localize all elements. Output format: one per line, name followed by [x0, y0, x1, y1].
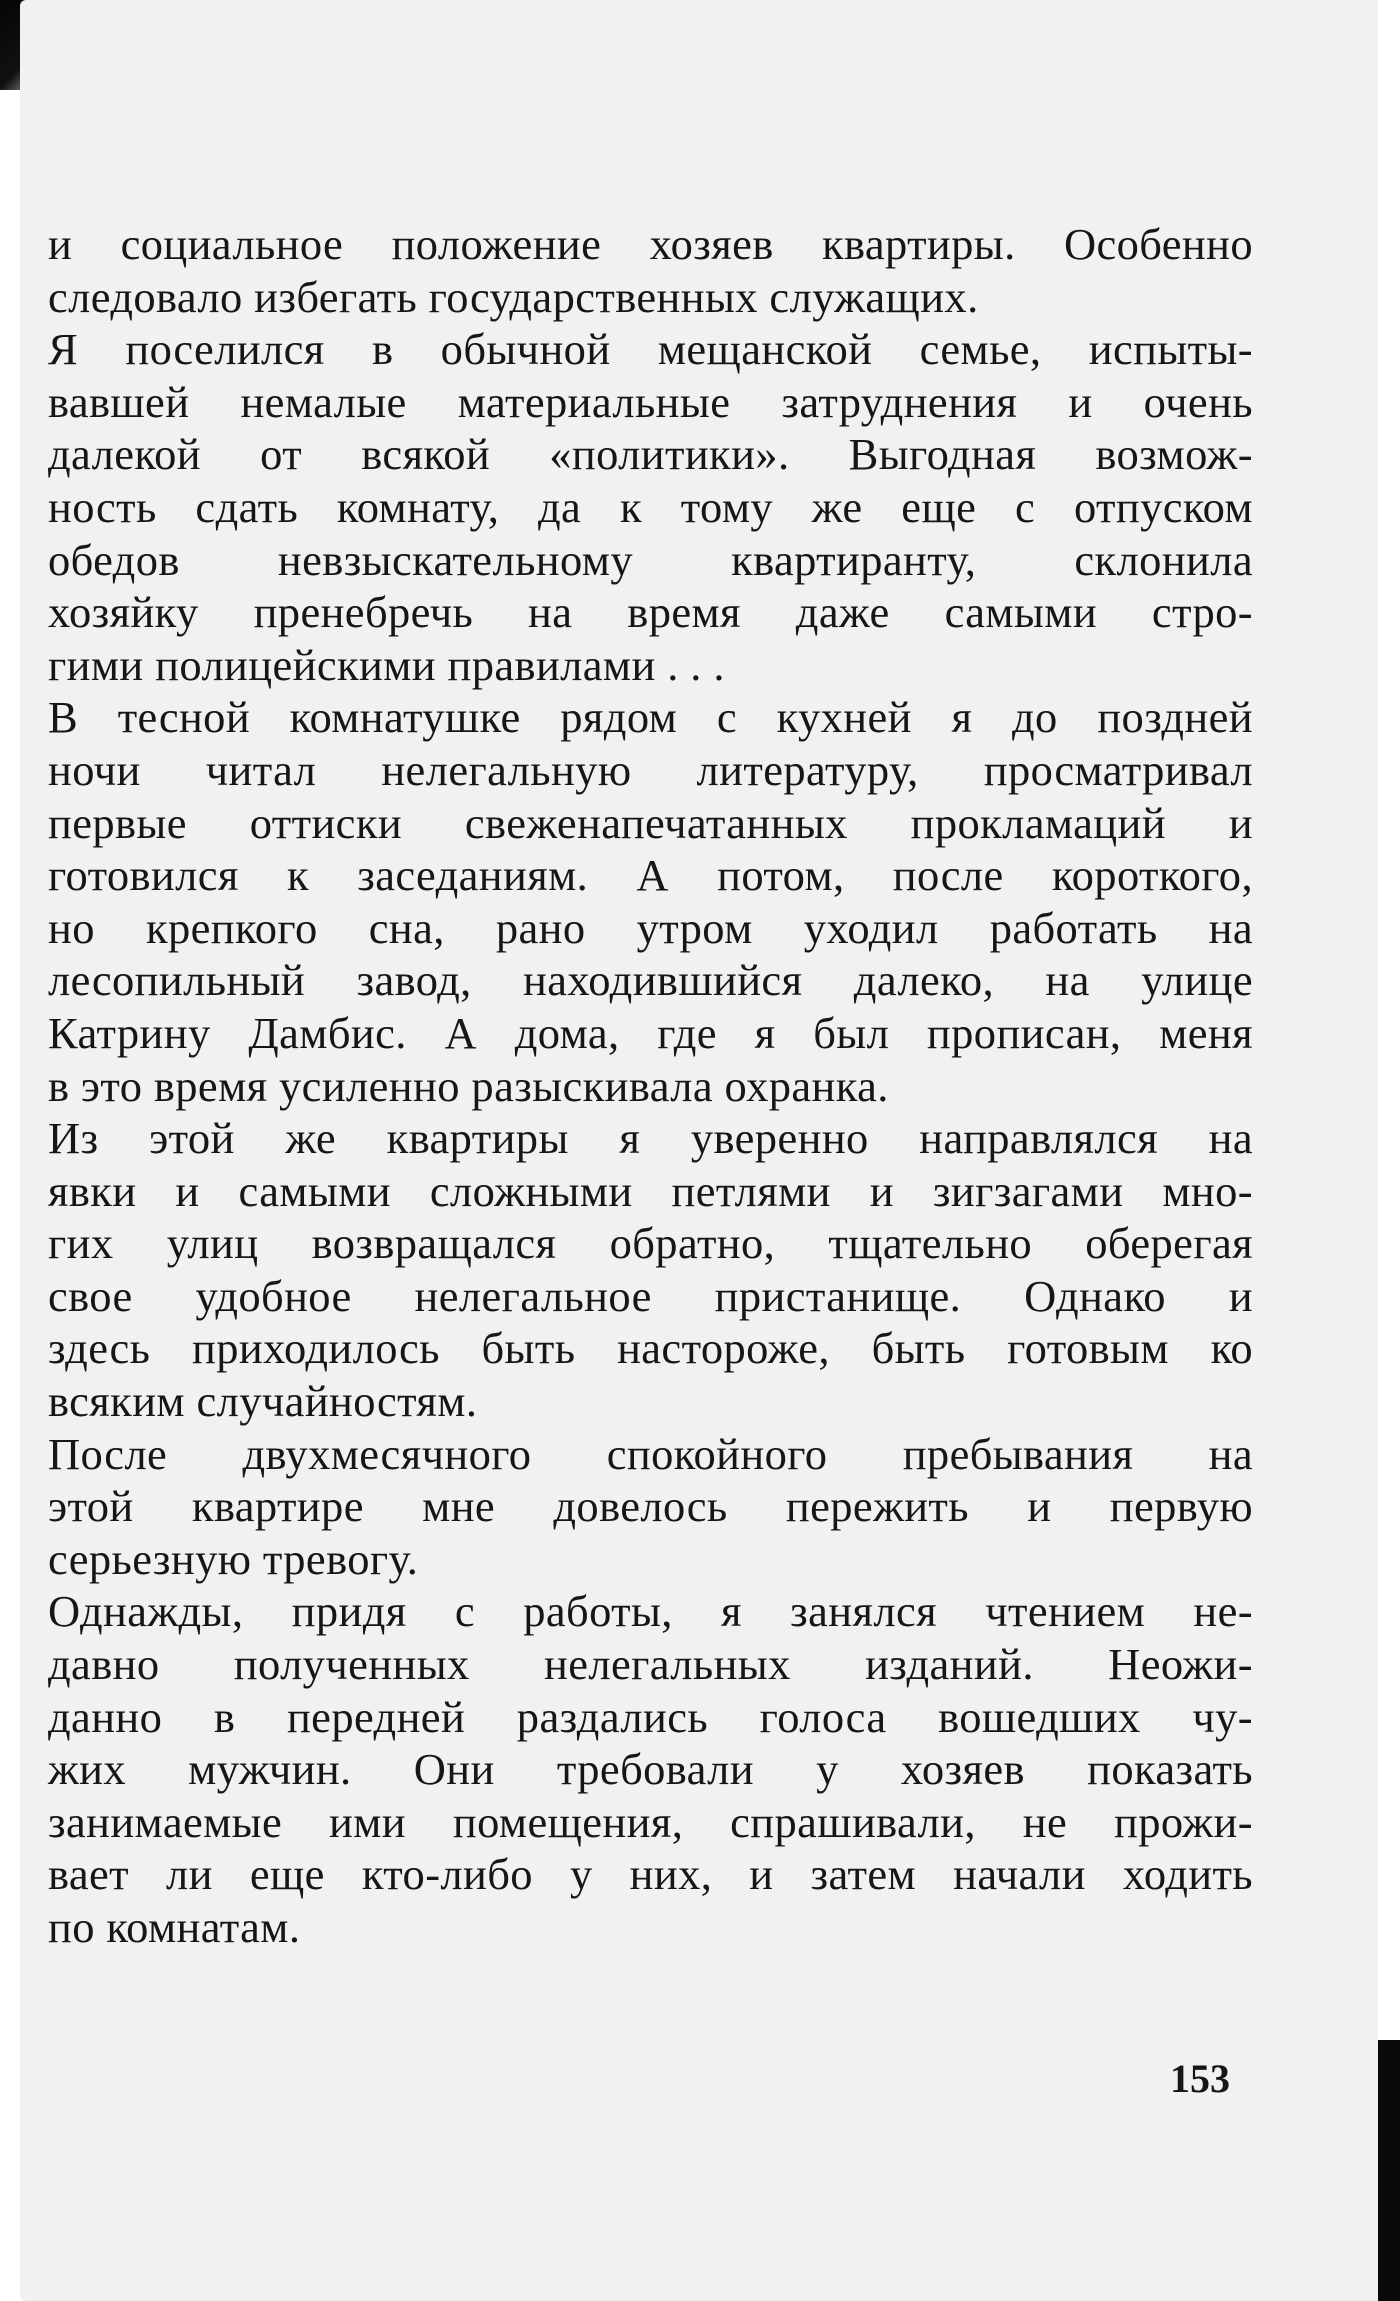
- body-text: [48, 218, 1253, 1954]
- text-line: серьезную тревогу.: [48, 1533, 419, 1584]
- text-line: давно полученных нелегальных изданий. Неожи-: [48, 1639, 1253, 1690]
- paragraph: [48, 1585, 1253, 1953]
- text-line: первые оттиски свеженапечатанных прокламаций и: [48, 797, 1253, 848]
- paragraph: [48, 218, 1253, 323]
- text-line: жих мужчин. Они требовали у хозяев показать: [48, 1744, 1253, 1795]
- text-line: всяким случайностям.: [48, 1376, 478, 1427]
- text-line: хозяйку пренебречь на время даже самыми стро-: [48, 587, 1253, 638]
- text-line: явки и самыми сложными петлями и зигзагами мно-: [48, 1165, 1253, 1216]
- text-line: по комнатам.: [48, 1902, 301, 1952]
- text-line: готовился к заседаниям. А потом, после короткого,: [48, 850, 1253, 901]
- text-line: вавшей немалые материальные затруднения и очень: [48, 376, 1253, 427]
- text-line: следовало избегать государственных служащих.: [48, 271, 979, 322]
- text-line: ность сдать комнату, да к тому же еще с отпуском: [48, 481, 1253, 532]
- text-line: гими полицейскими правилами . . .: [48, 639, 725, 690]
- text-line: здесь приходилось быть настороже, быть готовым ко: [48, 1323, 1253, 1374]
- text-line: Однажды, придя с работы, я занялся чтением не-: [48, 1586, 1253, 1637]
- page-number: 153: [1170, 2056, 1230, 2101]
- text-line: в это время усиленно разыскивала охранка.: [48, 1060, 889, 1111]
- text-line: свое удобное нелегальное пристанище. Однако и: [48, 1270, 1253, 1321]
- book-page: [20, 0, 1378, 2301]
- paragraph: [48, 691, 1253, 1112]
- text-line: этой квартире мне довелось пережить и первую: [48, 1481, 1253, 1532]
- text-line: вает ли еще кто-либо у них, и затем начали ходить: [48, 1849, 1253, 1900]
- text-line: данно в передней раздались голоса вошедших чу-: [48, 1691, 1253, 1742]
- text-line: далекой от всякой «политики». Выгодная возмож-: [48, 429, 1253, 480]
- text-line: гих улиц возвращался обратно, тщательно оберегая: [48, 1218, 1253, 1269]
- text-line: ночи читал нелегальную литературу, просматривал: [48, 744, 1253, 795]
- text-line: занимаемые ими помещения, спрашивали, не прожи-: [48, 1796, 1253, 1847]
- text-line: Из этой же квартиры я уверенно направлялся на: [48, 1113, 1253, 1164]
- text-line: Я поселился в обычной мещанской семье, испыты-: [48, 324, 1253, 375]
- text-line: После двухмесячного спокойного пребывания на: [48, 1428, 1253, 1479]
- text-line: Катрину Дамбис. А дома, где я был прописан, меня: [48, 1007, 1253, 1058]
- paragraph: [48, 1428, 1253, 1586]
- text-line: но крепкого сна, рано утром уходил работать на: [48, 902, 1253, 953]
- scan-dark-edge: [1378, 2040, 1400, 2301]
- paragraph: [48, 323, 1253, 691]
- text-line: и социальное положение хозяев квартиры. Особенно: [48, 219, 1253, 269]
- text-line: лесопильный завод, находившийся далеко, на улице: [48, 955, 1253, 1006]
- text-line: обедов невзыскательному квартиранту, склонила: [48, 534, 1253, 585]
- text-line: В тесной комнатушке рядом с кухней я до поздней: [48, 692, 1253, 743]
- paragraph: [48, 1112, 1253, 1428]
